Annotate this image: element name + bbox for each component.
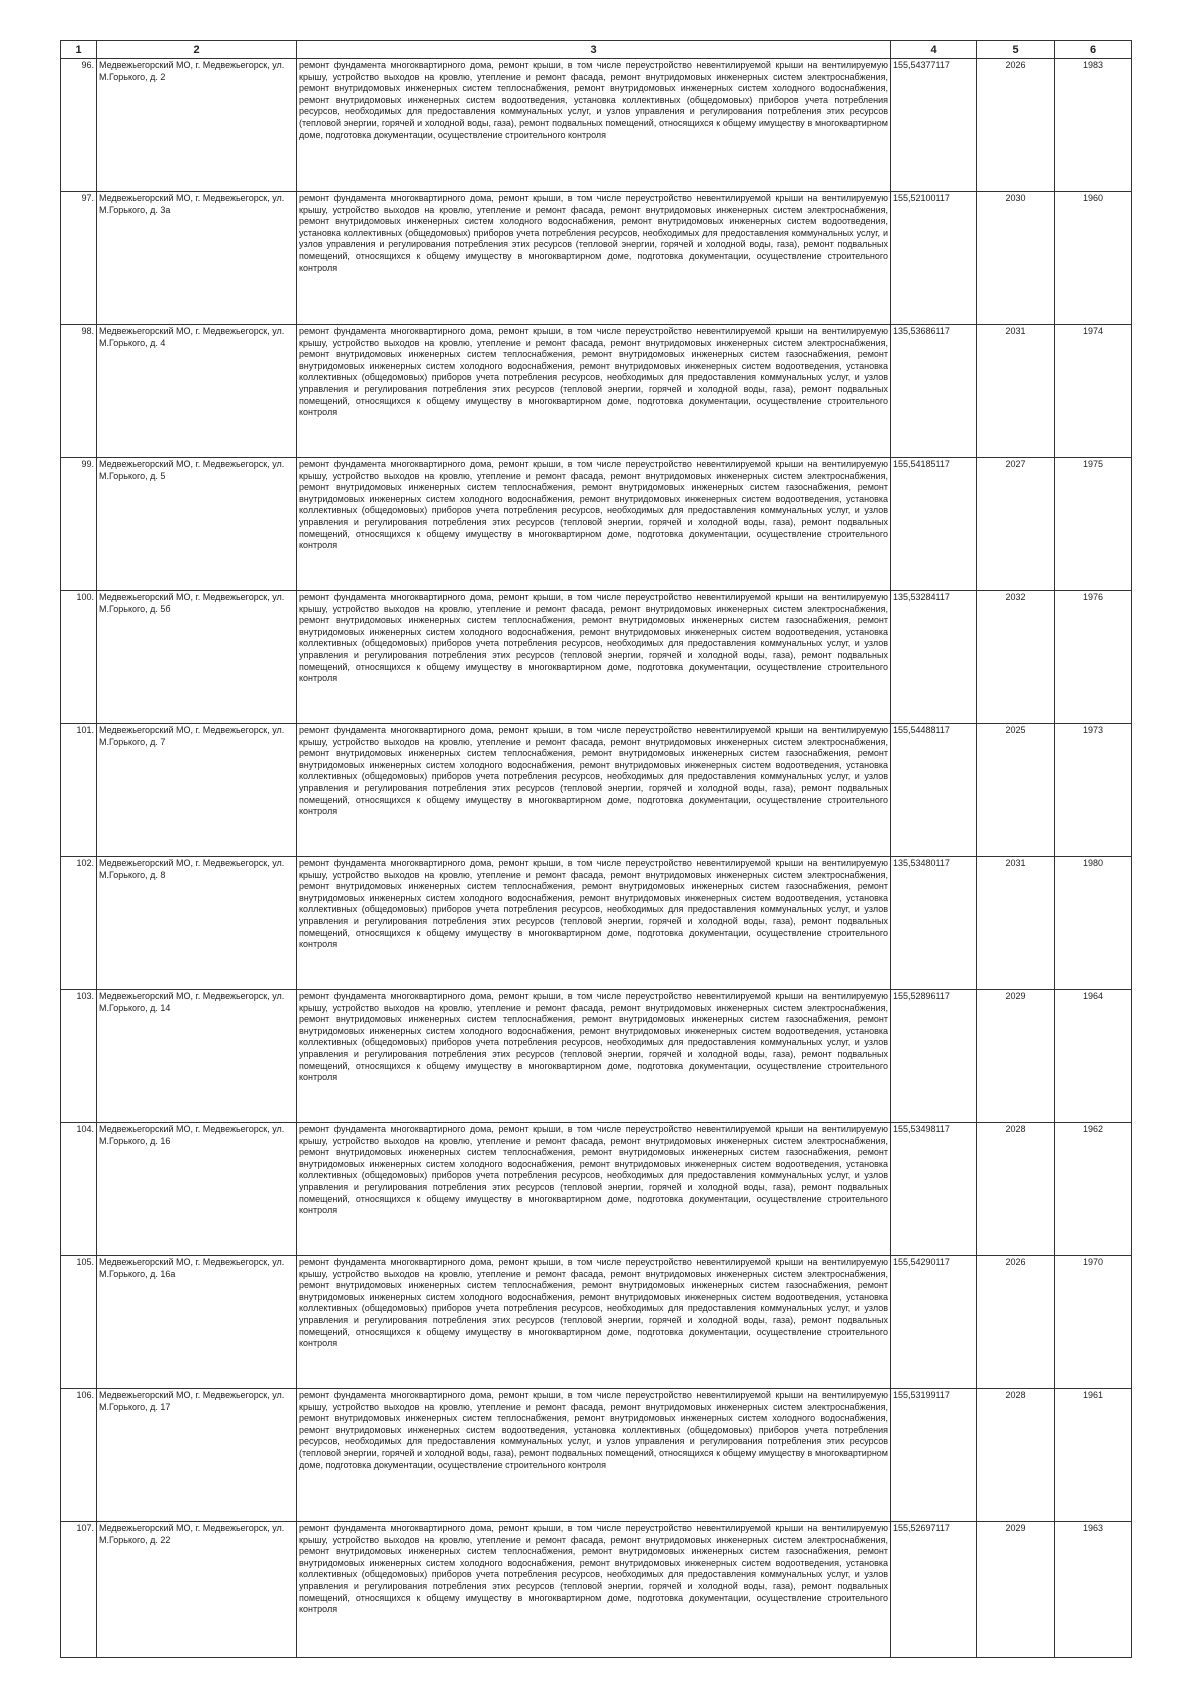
row-address: Медвежьегорский МО, г. Медвежьегорск, ул. М.Горького, д. 14 xyxy=(97,990,297,1123)
row-works: ремонт фундамента многоквартирного дома, ремонт крыши, в том числе переустройство невентилируемой крыши на вентилируемую крышу, устройство выходов на кровлю, утепление и ремонт фасада, ремонт внутридомовых инженерных систем электроснабжения, ремонт внутридомовых инженерных систем теплоснабжения, ремонт внутридомовых инженерных систем холодного водоснабжения, ремонт внутридомовых инженерных систем водоотведения, установка коллективных (общедомовых) приборов учета потребления ресурсов, необходимых для предоставления коммунальных услуг, и узлов управления и регулирования потребления этих ресурсов (тепловой энергии, горячей и холодной воды, газа), ремонт подвальных помещений, относящихся к общему имуществу в многоквартирном доме, подготовка документации, осуществление строительного контроля xyxy=(297,59,891,192)
row-build-year: 1975 xyxy=(1055,458,1132,591)
row-build-year: 1976 xyxy=(1055,591,1132,724)
table-row xyxy=(61,591,1132,724)
row-value: 155,52100117 xyxy=(891,192,977,325)
table-row xyxy=(61,1389,1132,1522)
row-build-year: 1960 xyxy=(1055,192,1132,325)
housing-repair-table xyxy=(60,40,1132,1658)
table-row xyxy=(61,857,1132,990)
col-header-1: 1 xyxy=(61,41,97,59)
row-value: 155,53199117 xyxy=(891,1389,977,1522)
row-number: 99. xyxy=(61,458,97,591)
table-row xyxy=(61,59,1132,192)
table-row xyxy=(61,1123,1132,1256)
col-header-2: 2 xyxy=(97,41,297,59)
col-header-5: 5 xyxy=(977,41,1055,59)
row-value: 155,54488117 xyxy=(891,724,977,857)
row-build-year: 1964 xyxy=(1055,990,1132,1123)
row-address: Медвежьегорский МО, г. Медвежьегорск, ул. М.Горького, д. 5б xyxy=(97,591,297,724)
row-works: ремонт фундамента многоквартирного дома, ремонт крыши, в том числе переустройство невентилируемой крыши на вентилируемую крышу, устройство выходов на кровлю, утепление и ремонт фасада, ремонт внутридомовых инженерных систем электроснабжения, ремонт внутридомовых инженерных систем теплоснабжения, ремонт внутридомовых инженерных систем газоснабжения, ремонт внутридомовых инженерных систем холодного водоснабжения, ремонт внутридомовых инженерных систем водоотведения, установка коллективных (общедомовых) приборов учета потребления ресурсов, необходимых для предоставления коммунальных услуг, и узлов управления и регулирования потребления этих ресурсов (тепловой энергии, горячей и холодной воды, газа), ремонт подвальных помещений, относящихся к общему имуществу в многоквартирном доме, подготовка документации, осуществление строительного контроля xyxy=(297,591,891,724)
row-works: ремонт фундамента многоквартирного дома, ремонт крыши, в том числе переустройство невентилируемой крыши на вентилируемую крышу, устройство выходов на кровлю, утепление и ремонт фасада, ремонт внутридомовых инженерных систем электроснабжения, ремонт внутридомовых инженерных систем теплоснабжения, ремонт внутридомовых инженерных систем газоснабжения, ремонт внутридомовых инженерных систем холодного водоснабжения, ремонт внутридомовых инженерных систем водоотведения, установка коллективных (общедомовых) приборов учета потребления ресурсов, необходимых для предоставления коммунальных услуг, и узлов управления и регулирования потребления этих ресурсов (тепловой энергии, горячей и холодной воды, газа), ремонт подвальных помещений, относящихся к общему имуществу в многоквартирном доме, подготовка документации, осуществление строительного контроля xyxy=(297,724,891,857)
row-address: Медвежьегорский МО, г. Медвежьегорск, ул. М.Горького, д. 5 xyxy=(97,458,297,591)
row-period: 2028 xyxy=(977,1389,1055,1522)
table-row xyxy=(61,990,1132,1123)
row-period: 2026 xyxy=(977,1256,1055,1389)
row-period: 2030 xyxy=(977,192,1055,325)
row-build-year: 1962 xyxy=(1055,1123,1132,1256)
row-number: 97. xyxy=(61,192,97,325)
row-period: 2027 xyxy=(977,458,1055,591)
row-address: Медвежьегорский МО, г. Медвежьегорск, ул. М.Горького, д. 8 xyxy=(97,857,297,990)
row-build-year: 1983 xyxy=(1055,59,1132,192)
row-period: 2031 xyxy=(977,857,1055,990)
row-number: 105. xyxy=(61,1256,97,1389)
table-row xyxy=(61,724,1132,857)
row-works: ремонт фундамента многоквартирного дома, ремонт крыши, в том числе переустройство невентилируемой крыши на вентилируемую крышу, устройство выходов на кровлю, утепление и ремонт фасада, ремонт внутридомовых инженерных систем электроснабжения, ремонт внутридомовых инженерных систем теплоснабжения, ремонт внутридомовых инженерных систем газоснабжения, ремонт внутридомовых инженерных систем холодного водоснабжения, ремонт внутридомовых инженерных систем водоотведения, установка коллективных (общедомовых) приборов учета потребления ресурсов, необходимых для предоставления коммунальных услуг, и узлов управления и регулирования потребления этих ресурсов (тепловой энергии, горячей и холодной воды, газа), ремонт подвальных помещений, относящихся к общему имуществу в многоквартирном доме, подготовка документации, осуществление строительного контроля xyxy=(297,458,891,591)
row-build-year: 1974 xyxy=(1055,325,1132,458)
row-works: ремонт фундамента многоквартирного дома, ремонт крыши, в том числе переустройство невентилируемой крыши на вентилируемую крышу, устройство выходов на кровлю, утепление и ремонт фасада, ремонт внутридомовых инженерных систем электроснабжения, ремонт внутридомовых инженерных систем теплоснабжения, ремонт внутридомовых инженерных систем газоснабжения, ремонт внутридомовых инженерных систем холодного водоснабжения, ремонт внутридомовых инженерных систем водоотведения, установка коллективных (общедомовых) приборов учета потребления ресурсов, необходимых для предоставления коммунальных услуг, и узлов управления и регулирования потребления этих ресурсов (тепловой энергии, горячей и холодной воды, газа), ремонт подвальных помещений, относящихся к общему имуществу в многоквартирном доме, подготовка документации, осуществление строительного контроля xyxy=(297,1522,891,1658)
row-value: 155,52896117 xyxy=(891,990,977,1123)
row-number: 102. xyxy=(61,857,97,990)
row-value: 155,52697117 xyxy=(891,1522,977,1658)
row-build-year: 1980 xyxy=(1055,857,1132,990)
row-period: 2026 xyxy=(977,59,1055,192)
table-row xyxy=(61,458,1132,591)
row-works: ремонт фундамента многоквартирного дома, ремонт крыши, в том числе переустройство невентилируемой крыши на вентилируемую крышу, устройство выходов на кровлю, утепление и ремонт фасада, ремонт внутридомовых инженерных систем электроснабжения, ремонт внутридомовых инженерных систем теплоснабжения, ремонт внутридомовых инженерных систем газоснабжения, ремонт внутридомовых инженерных систем холодного водоснабжения, ремонт внутридомовых инженерных систем водоотведения, установка коллективных (общедомовых) приборов учета потребления ресурсов, необходимых для предоставления коммунальных услуг, и узлов управления и регулирования потребления этих ресурсов (тепловой энергии, горячей и холодной воды, газа), ремонт подвальных помещений, относящихся к общему имуществу в многоквартирном доме, подготовка документации, осуществление строительного контроля xyxy=(297,325,891,458)
row-number: 104. xyxy=(61,1123,97,1256)
row-period: 2029 xyxy=(977,990,1055,1123)
row-address: Медвежьегорский МО, г. Медвежьегорск, ул. М.Горького, д. 16а xyxy=(97,1256,297,1389)
row-address: Медвежьегорский МО, г. Медвежьегорск, ул. М.Горького, д. 22 xyxy=(97,1522,297,1658)
row-works: ремонт фундамента многоквартирного дома, ремонт крыши, в том числе переустройство невентилируемой крыши на вентилируемую крышу, устройство выходов на кровлю, утепление и ремонт фасада, ремонт внутридомовых инженерных систем электроснабжения, ремонт внутридомовых инженерных систем теплоснабжения, ремонт внутридомовых инженерных систем газоснабжения, ремонт внутридомовых инженерных систем холодного водоснабжения, ремонт внутридомовых инженерных систем водоотведения, установка коллективных (общедомовых) приборов учета потребления ресурсов, необходимых для предоставления коммунальных услуг, и узлов управления и регулирования потребления этих ресурсов (тепловой энергии, горячей и холодной воды, газа), ремонт подвальных помещений, относящихся к общему имуществу в многоквартирном доме, подготовка документации, осуществление строительного контроля xyxy=(297,1256,891,1389)
row-build-year: 1961 xyxy=(1055,1389,1132,1522)
row-value: 135,53284117 xyxy=(891,591,977,724)
row-number: 103. xyxy=(61,990,97,1123)
row-number: 98. xyxy=(61,325,97,458)
row-period: 2025 xyxy=(977,724,1055,857)
row-value: 135,53480117 xyxy=(891,857,977,990)
row-works: ремонт фундамента многоквартирного дома, ремонт крыши, в том числе переустройство невентилируемой крыши на вентилируемую крышу, устройство выходов на кровлю, утепление и ремонт фасада, ремонт внутридомовых инженерных систем электроснабжения, ремонт внутридомовых инженерных систем теплоснабжения, ремонт внутридомовых инженерных систем газоснабжения, ремонт внутридомовых инженерных систем холодного водоснабжения, ремонт внутридомовых инженерных систем водоотведения, установка коллективных (общедомовых) приборов учета потребления ресурсов, необходимых для предоставления коммунальных услуг, и узлов управления и регулирования потребления этих ресурсов (тепловой энергии, горячей и холодной воды, газа), ремонт подвальных помещений, относящихся к общему имуществу в многоквартирном доме, подготовка документации, осуществление строительного контроля xyxy=(297,1123,891,1256)
row-number: 100. xyxy=(61,591,97,724)
row-address: Медвежьегорский МО, г. Медвежьегорск, ул. М.Горького, д. 17 xyxy=(97,1389,297,1522)
table-row xyxy=(61,325,1132,458)
col-header-3: 3 xyxy=(297,41,891,59)
col-header-6: 6 xyxy=(1055,41,1132,59)
row-period: 2029 xyxy=(977,1522,1055,1658)
row-value: 155,54377117 xyxy=(891,59,977,192)
row-value: 155,54185117 xyxy=(891,458,977,591)
row-number: 107. xyxy=(61,1522,97,1658)
row-build-year: 1963 xyxy=(1055,1522,1132,1658)
row-works: ремонт фундамента многоквартирного дома, ремонт крыши, в том числе переустройство невентилируемой крыши на вентилируемую крышу, устройство выходов на кровлю, утепление и ремонт фасада, ремонт внутридомовых инженерных систем электроснабжения, ремонт внутридомовых инженерных систем теплоснабжения, ремонт внутридомовых инженерных систем газоснабжения, ремонт внутридомовых инженерных систем холодного водоснабжения, ремонт внутридомовых инженерных систем водоотведения, установка коллективных (общедомовых) приборов учета потребления ресурсов, необходимых для предоставления коммунальных услуг, и узлов управления и регулирования потребления этих ресурсов (тепловой энергии, горячей и холодной воды, газа), ремонт подвальных помещений, относящихся к общему имуществу в многоквартирном доме, подготовка документации, осуществление строительного контроля xyxy=(297,857,891,990)
header-row xyxy=(61,41,1132,59)
row-build-year: 1973 xyxy=(1055,724,1132,857)
row-address: Медвежьегорский МО, г. Медвежьегорск, ул. М.Горького, д. 4 xyxy=(97,325,297,458)
row-number: 106. xyxy=(61,1389,97,1522)
row-address: Медвежьегорский МО, г. Медвежьегорск, ул. М.Горького, д. 7 xyxy=(97,724,297,857)
table-row xyxy=(61,192,1132,325)
table-row xyxy=(61,1522,1132,1658)
row-period: 2031 xyxy=(977,325,1055,458)
row-address: Медвежьегорский МО, г. Медвежьегорск, ул. М.Горького, д. 2 xyxy=(97,59,297,192)
row-value: 135,53686117 xyxy=(891,325,977,458)
row-period: 2032 xyxy=(977,591,1055,724)
row-address: Медвежьегорский МО, г. Медвежьегорск, ул. М.Горького, д. 3а xyxy=(97,192,297,325)
table-row xyxy=(61,1256,1132,1389)
row-works: ремонт фундамента многоквартирного дома, ремонт крыши, в том числе переустройство невентилируемой крыши на вентилируемую крышу, устройство выходов на кровлю, утепление и ремонт фасада, ремонт внутридомовых инженерных систем электроснабжения, ремонт внутридомовых инженерных систем холодного водоснабжения, ремонт внутридомовых инженерных систем водоотведения, установка коллективных (общедомовых) приборов учета потребления ресурсов, необходимых для предоставления коммунальных услуг, и узлов управления и регулирования потребления этих ресурсов (тепловой энергии, горячей и холодной воды, газа), ремонт подвальных помещений, относящихся к общему имуществу в многоквартирном доме, подготовка документации, осуществление строительного контроля xyxy=(297,192,891,325)
col-header-4: 4 xyxy=(891,41,977,59)
row-value: 155,54290117 xyxy=(891,1256,977,1389)
row-number: 101. xyxy=(61,724,97,857)
row-works: ремонт фундамента многоквартирного дома, ремонт крыши, в том числе переустройство невентилируемой крыши на вентилируемую крышу, устройство выходов на кровлю, утепление и ремонт фасада, ремонт внутридомовых инженерных систем электроснабжения, ремонт внутридомовых инженерных систем теплоснабжения, ремонт внутридомовых инженерных систем холодного водоснабжения, ремонт внутридомовых инженерных систем водоотведения, установка коллективных (общедомовых) приборов учета потребления ресурсов, необходимых для предоставления коммунальных услуг, и узлов управления и регулирования потребления этих ресурсов (тепловой энергии, горячей и холодной воды, газа), ремонт подвальных помещений, относящихся к общему имуществу в многоквартирном доме, подготовка документации, осуществление строительного контроля xyxy=(297,1389,891,1522)
row-address: Медвежьегорский МО, г. Медвежьегорск, ул. М.Горького, д. 16 xyxy=(97,1123,297,1256)
row-value: 155,53498117 xyxy=(891,1123,977,1256)
row-works: ремонт фундамента многоквартирного дома, ремонт крыши, в том числе переустройство невентилируемой крыши на вентилируемую крышу, устройство выходов на кровлю, утепление и ремонт фасада, ремонт внутридомовых инженерных систем электроснабжения, ремонт внутридомовых инженерных систем теплоснабжения, ремонт внутридомовых инженерных систем газоснабжения, ремонт внутридомовых инженерных систем холодного водоснабжения, ремонт внутридомовых инженерных систем водоотведения, установка коллективных (общедомовых) приборов учета потребления ресурсов, необходимых для предоставления коммунальных услуг, и узлов управления и регулирования потребления этих ресурсов (тепловой энергии, горячей и холодной воды, газа), ремонт подвальных помещений, относящихся к общему имуществу в многоквартирном доме, подготовка документации, осуществление строительного контроля xyxy=(297,990,891,1123)
row-period: 2028 xyxy=(977,1123,1055,1256)
row-build-year: 1970 xyxy=(1055,1256,1132,1389)
row-number: 96. xyxy=(61,59,97,192)
